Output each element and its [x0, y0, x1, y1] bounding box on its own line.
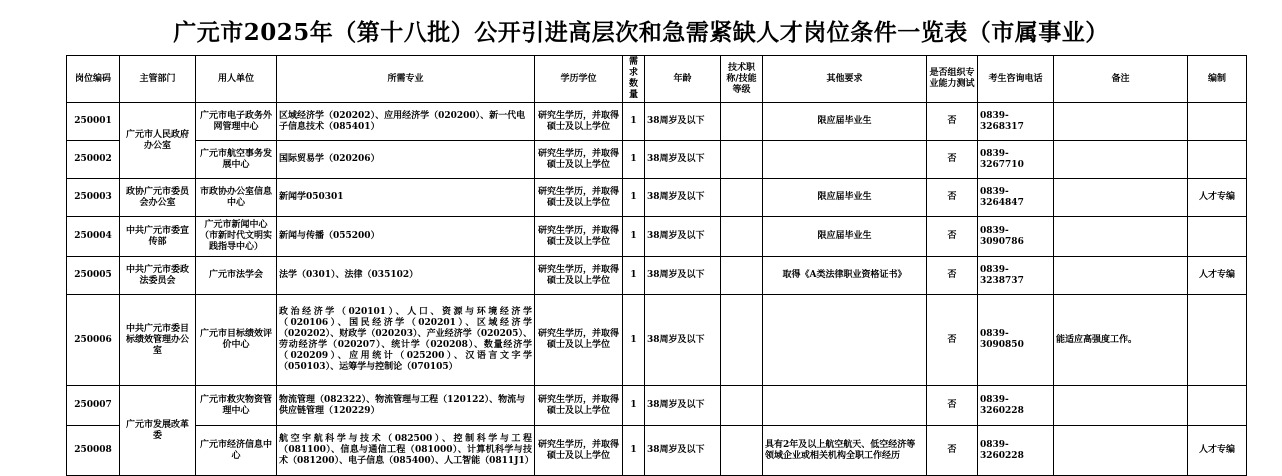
cell-phone: 0839-3267710: [978, 141, 1054, 179]
cell-major: 航空宇航科学与技术（082500）、控制科学与工程（081100）、信息与通信工程（081000）、计算机科学与技术（081200）、电子信息（085400）、人工智能（0811J1）: [277, 426, 535, 476]
cell-unit: 广元市法学会: [196, 257, 277, 295]
cell-other: 限应届毕业生: [763, 179, 927, 217]
page-title: 广元市2025年（第十八批）公开引进高层次和急需紧缺人才岗位条件一览表（市属事业）: [173, 19, 1109, 46]
cell-age: 38周岁及以下: [645, 217, 721, 257]
table-row: [67, 179, 1247, 217]
cell-remark: [1054, 426, 1188, 476]
cell-unit: 广元市新闻中心（市新时代文明实践指导中心）: [196, 217, 277, 257]
cell-quota: [1188, 217, 1247, 257]
cell-unit: 广元市目标绩效评价中心: [196, 295, 277, 386]
cell-major: 新闻学050301: [277, 179, 535, 217]
cell-code: 250003: [67, 179, 120, 217]
cell-count: 1: [623, 217, 645, 257]
col-header-unit: 用人单位: [196, 56, 277, 103]
cell-tech: [721, 103, 763, 141]
cell-unit: 广元市电子政务外网管理中心: [196, 103, 277, 141]
col-header-code: 岗位编码: [67, 56, 120, 103]
table-row: [67, 257, 1247, 295]
col-header-count: 需求数量: [623, 56, 645, 103]
cell-major: 区域经济学（020202）、应用经济学（020200）、新一代电子信息技术（085401）: [277, 103, 535, 141]
cell-remark: [1054, 103, 1188, 141]
cell-tech: [721, 141, 763, 179]
cell-edu: 研究生学历，并取得硕士及以上学位: [535, 257, 623, 295]
cell-other: [763, 295, 927, 386]
cell-remark: [1054, 386, 1188, 426]
cell-age: 38周岁及以下: [645, 103, 721, 141]
col-header-edu: 学历学位: [535, 56, 623, 103]
cell-unit: 市政协办公室信息中心: [196, 179, 277, 217]
cell-edu: 研究生学历，并取得硕士及以上学位: [535, 386, 623, 426]
cell-test: 否: [927, 217, 978, 257]
col-header-phone: 考生咨询电话: [978, 56, 1054, 103]
cell-quota: 人才专编: [1188, 257, 1247, 295]
cell-remark: [1054, 257, 1188, 295]
cell-dept: 中共广元市委政法委员会: [120, 257, 196, 295]
cell-tech: [721, 295, 763, 386]
cell-remark: [1054, 179, 1188, 217]
col-header-tech: 技术职称/技能等级: [721, 56, 763, 103]
cell-age: 38周岁及以下: [645, 141, 721, 179]
cell-tech: [721, 386, 763, 426]
cell-tech: [721, 257, 763, 295]
cell-phone: 0839-3260228: [978, 386, 1054, 426]
cell-major: 新闻与传播（055200）: [277, 217, 535, 257]
cell-age: 38周岁及以下: [645, 426, 721, 476]
cell-remark: [1054, 141, 1188, 179]
cell-phone: 0839-3268317: [978, 103, 1054, 141]
cell-major: 政治经济学（020101）、人口、资源与环境经济学（020106）、国民经济学（020201）、区域经济学（020202）、财政学（020203）、产业经济学（020205）、劳动经济学（020207）、统计学（020208）、数量经济学（020209）、应用统计（025200）、汉语言文字学（050103）、运筹学与控制论（070105）: [277, 295, 535, 386]
cell-test: 否: [927, 103, 978, 141]
cell-unit: 广元市航空事务发展中心: [196, 141, 277, 179]
cell-edu: 研究生学历，并取得硕士及以上学位: [535, 295, 623, 386]
cell-quota: 人才专编: [1188, 179, 1247, 217]
cell-other: 限应届毕业生: [763, 217, 927, 257]
col-header-major: 所需专业: [277, 56, 535, 103]
cell-major: 物流管理（082322）、物流管理与工程（120122）、物流与供应链管理（120229）: [277, 386, 535, 426]
table-row: [67, 426, 1247, 476]
cell-count: 1: [623, 179, 645, 217]
cell-count: 1: [623, 103, 645, 141]
col-header-dept: 主管部门: [120, 56, 196, 103]
cell-code: 250005: [67, 257, 120, 295]
cell-count: 1: [623, 386, 645, 426]
cell-quota: [1188, 103, 1247, 141]
table-row: [67, 295, 1247, 386]
cell-dept: 中共广元市委目标绩效管理办公室: [120, 295, 196, 386]
cell-age: 38周岁及以下: [645, 295, 721, 386]
positions-table: [66, 55, 1247, 476]
cell-dept: 政协广元市委员会办公室: [120, 179, 196, 217]
table-row: [67, 217, 1247, 257]
cell-phone: 0839-3260228: [978, 426, 1054, 476]
cell-quota: [1188, 386, 1247, 426]
cell-dept: 中共广元市委宣传部: [120, 217, 196, 257]
cell-edu: 研究生学历，并取得硕士及以上学位: [535, 141, 623, 179]
cell-code: 250006: [67, 295, 120, 386]
cell-count: 1: [623, 257, 645, 295]
cell-test: 否: [927, 386, 978, 426]
cell-other: 限应届毕业生: [763, 103, 927, 141]
header-row: [67, 56, 1247, 103]
cell-dept: 广元市发展改革委: [120, 386, 196, 476]
cell-count: 1: [623, 295, 645, 386]
cell-unit: 广元市经济信息中心: [196, 426, 277, 476]
cell-tech: [721, 217, 763, 257]
cell-edu: 研究生学历，并取得硕士及以上学位: [535, 426, 623, 476]
cell-test: 否: [927, 141, 978, 179]
cell-quota: [1188, 141, 1247, 179]
table-row: [67, 386, 1247, 426]
cell-count: 1: [623, 426, 645, 476]
cell-quota: [1188, 295, 1247, 386]
table-row: [67, 141, 1247, 179]
col-header-test: 是否组织专业能力测试: [927, 56, 978, 103]
col-header-remark: 备注: [1054, 56, 1188, 103]
cell-dept: 广元市人民政府办公室: [120, 103, 196, 179]
cell-test: 否: [927, 426, 978, 476]
cell-other: [763, 141, 927, 179]
cell-test: 否: [927, 257, 978, 295]
col-header-age: 年龄: [645, 56, 721, 103]
cell-age: 38周岁及以下: [645, 257, 721, 295]
col-header-quota: 编制: [1188, 56, 1247, 103]
cell-edu: 研究生学历，并取得硕士及以上学位: [535, 217, 623, 257]
cell-test: 否: [927, 179, 978, 217]
cell-other: 取得《A类法律职业资格证书》: [763, 257, 927, 295]
cell-quota: 人才专编: [1188, 426, 1247, 476]
col-header-other: 其他要求: [763, 56, 927, 103]
cell-edu: 研究生学历，并取得硕士及以上学位: [535, 179, 623, 217]
cell-remark: 能适应高强度工作。: [1054, 295, 1188, 386]
cell-major: 国际贸易学（020206）: [277, 141, 535, 179]
cell-code: 250004: [67, 217, 120, 257]
table-row: [67, 103, 1247, 141]
cell-code: 250007: [67, 386, 120, 426]
cell-major: 法学（0301）、法律（035102）: [277, 257, 535, 295]
cell-other: [763, 386, 927, 426]
cell-count: 1: [623, 141, 645, 179]
cell-age: 38周岁及以下: [645, 179, 721, 217]
cell-test: 否: [927, 295, 978, 386]
cell-phone: 0839-3238737: [978, 257, 1054, 295]
cell-other: 具有2年及以上航空航天、低空经济等领域企业或相关机构全职工作经历: [763, 426, 927, 476]
cell-tech: [721, 426, 763, 476]
cell-code: 250002: [67, 141, 120, 179]
cell-remark: [1054, 217, 1188, 257]
cell-age: 38周岁及以下: [645, 386, 721, 426]
cell-code: 250008: [67, 426, 120, 476]
cell-phone: 0839-3090786: [978, 217, 1054, 257]
cell-tech: [721, 179, 763, 217]
cell-unit: 广元市救灾物资管理中心: [196, 386, 277, 426]
cell-edu: 研究生学历，并取得硕士及以上学位: [535, 103, 623, 141]
cell-phone: 0839-3090850: [978, 295, 1054, 386]
cell-code: 250001: [67, 103, 120, 141]
cell-phone: 0839-3264847: [978, 179, 1054, 217]
